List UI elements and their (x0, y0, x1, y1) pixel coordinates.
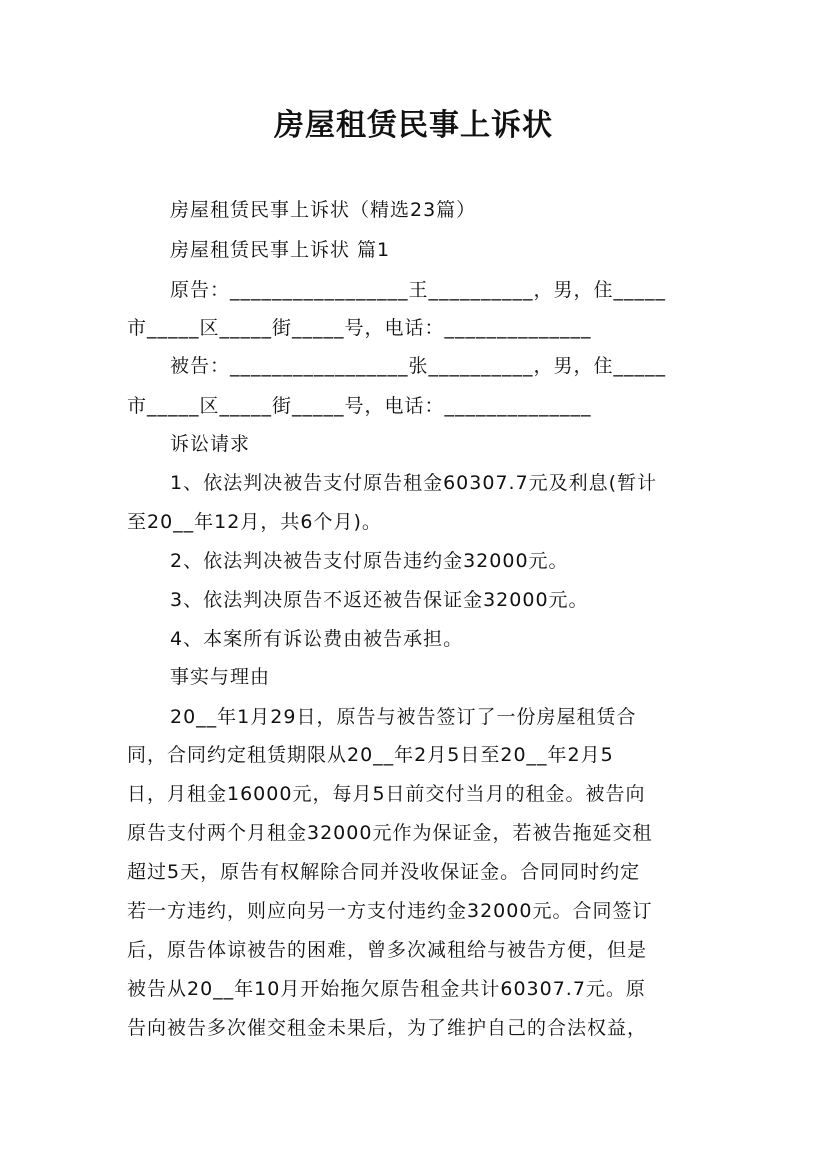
paragraph-line: 20__年1月29日，原告与被告签订了一份房屋租赁合 (170, 706, 637, 728)
paragraph-line: 超过5天，原告有权解除合同并没收保证金。合同同时约定 (127, 861, 641, 883)
paragraph-line: 同，合同约定租赁期限从20__年2月5日至20__年2月5 (127, 744, 614, 766)
section-heading: 房屋租赁民事上诉状 篇1 (170, 239, 391, 261)
facts-heading: 事实与理由 (170, 666, 271, 688)
paragraph-line: 后，原告体谅被告的困难，曾多次减租给与被告方便，但是 (127, 939, 648, 961)
subtitle-line: 房屋租赁民事上诉状（精选23篇） (170, 199, 477, 221)
document-title: 房屋租赁民事上诉状 (274, 108, 553, 143)
claim-1-continuation: 至20__年12月，共6个月)。 (127, 511, 382, 533)
paragraph-line: 告向被告多次催交租金未果后，为了维护自己的合法权益， (127, 1017, 648, 1039)
defendant-address-line: 市_____区_____街_____号，电话：______________ (127, 395, 592, 417)
paragraph-line: 若一方违约，则应向另一方支付违约金32000元。合同签订 (127, 900, 653, 922)
plaintiff-line: 原告：_________________王__________，男，住_____ (170, 279, 667, 301)
claim-1-line: 1、依法判决被告支付原告租金60307.7元及利息(暂计 (170, 472, 658, 494)
plaintiff-address-line: 市_____区_____街_____号，电话：______________ (127, 317, 592, 339)
defendant-line: 被告：_________________张__________，男，住_____ (170, 355, 667, 377)
paragraph-line: 日，月租金16000元，每月5日前交付当月的租金。被告向 (127, 783, 646, 805)
paragraph-line: 原告支付两个月租金32000元作为保证金，若被告拖延交租 (127, 822, 653, 844)
claim-2-line: 2、依法判决被告支付原告违约金32000元。 (170, 550, 569, 572)
claim-4-line: 4、本案所有诉讼费由被告承担。 (170, 628, 464, 650)
paragraph-line: 被告从20__年10月开始拖欠原告租金共计60307.7元。原 (127, 978, 646, 1000)
claim-3-line: 3、依法判决原告不返还被告保证金32000元。 (170, 589, 589, 611)
claims-heading: 诉讼请求 (170, 433, 251, 455)
